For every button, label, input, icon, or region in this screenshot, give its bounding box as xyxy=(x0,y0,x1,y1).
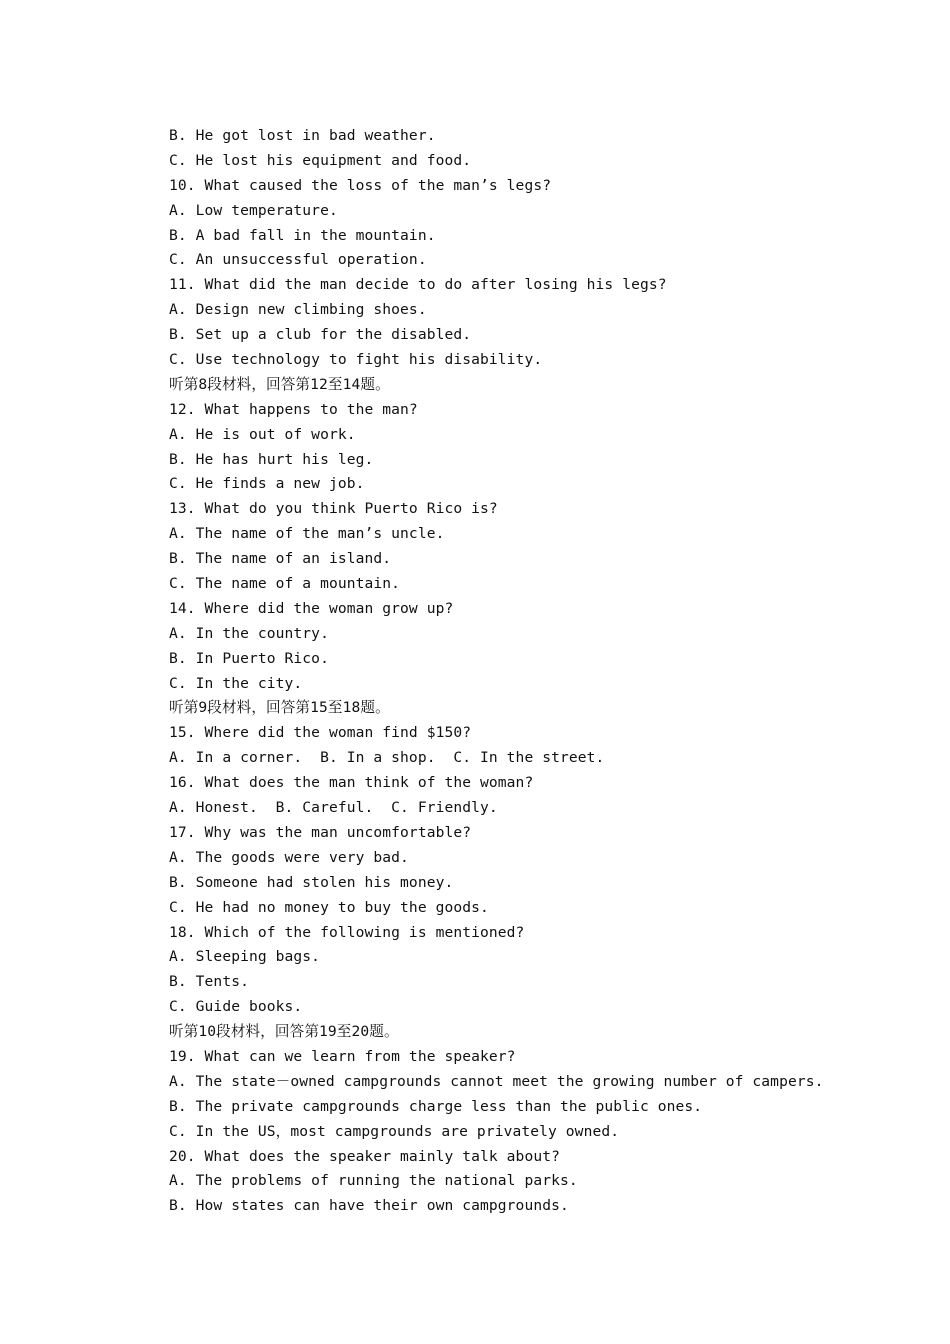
option-b-q10: B. A bad fall in the mountain. xyxy=(169,226,436,244)
option-a-q20: A. The problems of running the national parks. xyxy=(169,1172,578,1190)
option-a-q13: A. The name of the man’s uncle. xyxy=(169,525,445,543)
option-b-q12: B. He has hurt his leg. xyxy=(169,450,374,468)
option-c-q13: C. The name of a mountain. xyxy=(169,575,401,593)
option-a-q17: A. The goods were very bad. xyxy=(169,848,409,866)
option-c-q14: C. In the city. xyxy=(169,674,303,692)
question-14: 14. Where did the woman grow up? xyxy=(169,599,454,617)
option-b-q9: B. He got lost in bad weather. xyxy=(169,127,436,144)
option-b-q19: B. The private campgrounds charge less than the public ones. xyxy=(169,1097,703,1115)
option-b-q17: B. Someone had stolen his money. xyxy=(169,873,454,891)
option-a-q19: A. The state－owned campgrounds cannot meet the growing number of campers. xyxy=(169,1072,824,1090)
question-20: 20. What does the speaker mainly talk about? xyxy=(169,1147,560,1165)
question-17: 17. Why was the man uncomfortable? xyxy=(169,823,472,841)
option-c-q18: C. Guide books. xyxy=(169,998,303,1016)
option-c-q17: C. He had no money to buy the goods. xyxy=(169,898,489,916)
option-a-q11: A. Design new climbing shoes. xyxy=(169,301,427,319)
option-c-q10: C. An unsuccessful operation. xyxy=(169,251,427,269)
option-b-q14: B. In Puerto Rico. xyxy=(169,649,329,667)
question-18: 18. Which of the following is mentioned? xyxy=(169,923,525,941)
section-heading-10: 听第10段材料，回答第19至20题。 xyxy=(169,1023,399,1041)
option-c-q19: C. In the US，most campgrounds are privately owned. xyxy=(169,1122,620,1140)
question-16: 16. What does the man think of the woman? xyxy=(169,774,534,792)
option-c-q9: C. He lost his equipment and food. xyxy=(169,151,472,169)
option-a-q12: A. He is out of work. xyxy=(169,425,356,443)
question-10: 10. What caused the loss of the man’s legs? xyxy=(169,176,552,194)
option-b-q13: B. The name of an island. xyxy=(169,550,392,568)
question-15: 15. Where did the woman find $150? xyxy=(169,724,472,742)
options-q15: A. In a corner. B. In a shop. C. In the street. xyxy=(169,749,605,767)
document-page xyxy=(169,124,889,1219)
section-heading-9: 听第9段材料，回答第15至18题。 xyxy=(169,699,390,717)
options-q16: A. Honest. B. Careful. C. Friendly. xyxy=(169,799,498,817)
section-heading-8: 听第8段材料，回答第12至14题。 xyxy=(169,375,390,393)
option-a-q10: A. Low temperature. xyxy=(169,201,338,219)
option-b-q20: B. How states can have their own campgrounds. xyxy=(169,1197,569,1215)
question-12: 12. What happens to the man? xyxy=(169,400,418,418)
question-19: 19. What can we learn from the speaker? xyxy=(169,1047,516,1065)
option-b-q18: B. Tents. xyxy=(169,973,249,991)
option-a-q18: A. Sleeping bags. xyxy=(169,948,321,966)
option-c-q11: C. Use technology to fight his disability. xyxy=(169,351,543,369)
question-11: 11. What did the man decide to do after losing his legs? xyxy=(169,276,667,294)
option-a-q14: A. In the country. xyxy=(169,624,329,642)
option-b-q11: B. Set up a club for the disabled. xyxy=(169,326,472,344)
question-13: 13. What do you think Puerto Rico is? xyxy=(169,500,498,518)
option-c-q12: C. He finds a new job. xyxy=(169,475,365,493)
